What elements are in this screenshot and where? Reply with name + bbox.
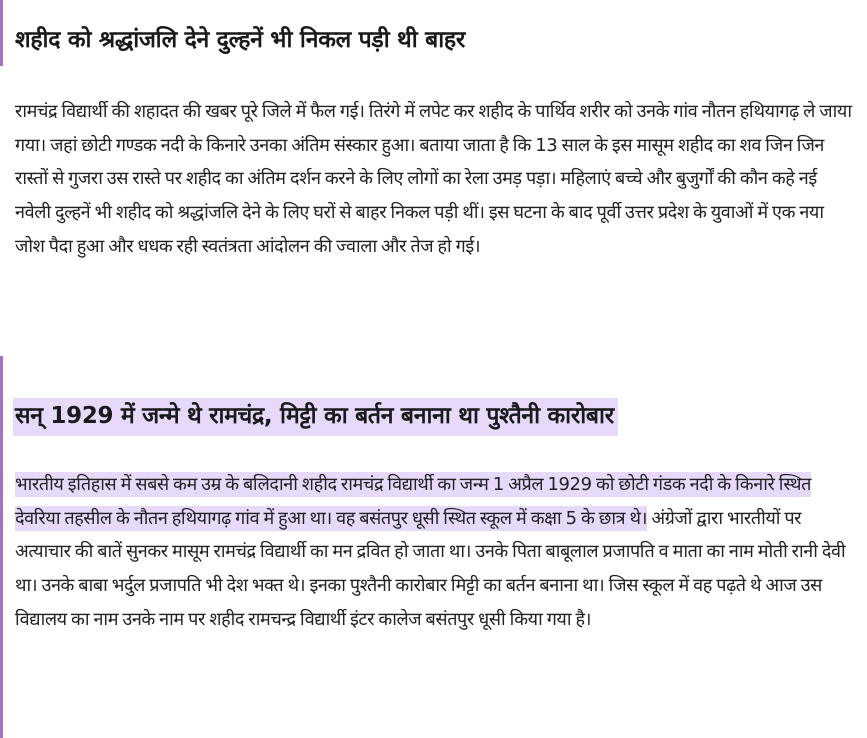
section-heading-tribute: शहीद को श्रद्धांजलि देने दुल्हनें भी निकल पड़ी थी बाहर — [15, 27, 465, 53]
left-accent-bar-top — [0, 0, 3, 66]
paragraph-biography — [15, 468, 855, 637]
section-heading-birth: सन् 1929 में जन्मे थे रामचंद्र, मिट्टी का बर्तन बनाना था पुश्तैनी कारोबार — [13, 398, 618, 436]
left-accent-bar-bottom — [0, 356, 3, 738]
paragraph-biography-text: अंग्रेजों द्वारा भारतीयों पर अत्याचार की बातें सुनकर मासूम रामचंद्र विद्यार्थी का मन द्रवित हो जाता था। उनके पिता बाबूलाल प्रजापति व माता का नाम मोती रानी देवी था। उनके बाबा भर्दुल प्रजापति भी देश भक्त थे। इनका पुश्तैनी कारोबार मिट्टी का बर्तन बनाना था। जिस स्कूल में वह पढ़ते थे आज उस विद्यालय का नाम उनके नाम पर शहीद रामचन्द्र विद्यार्थी इंटर कालेज बसंतपुर धूसी किया गया है। — [15, 507, 846, 630]
paragraph-martyrdom: रामचंद्र विद्यार्थी की शहादत की खबर पूरे जिले में फैल गई। तिरंगे में लपेट कर शहीद के पार्थिव शरीर को उनके गांव नौतन हथियागढ़ ले जाया गया। जहां छोटी गण्डक नदी के किनारे उनका अंतिम संस्कार हुआ। बताया जाता है कि 13 साल के इस मासूम शहीद का शव जिन जिन रास्तों से गुजरा उस रास्ते पर शहीद का अंतिम दर्शन करने के लिए लोगों का रेला उमड़ पड़ा। महिलाएं बच्चे और बुजुर्गों की कौन कहे नई नवेली दुल्हनें भी शहीद को श्रद्धांजलि देने के लिए घरों से बाहर निकल पड़ी थीं। इस घटना के बाद पूर्वी उत्तर प्रदेश के युवाओं में एक नया जोश पैदा हुआ और धधक रही स्वतंत्रता आंदोलन की ज्वाला और तेज हो गई। — [15, 101, 852, 257]
highlighted-text: भारतीय इतिहास में सबसे कम उम्र के बलिदानी शहीद रामचंद्र विद्यार्थी का जन्म 1 अप्रैल 1929 को छोटी गंडक नदी के किनारे स्थित देवरिया तहसील के नौतन हथियागढ़ गांव में हुआ था। वह बसंतपुर धूसी स्थित स्कूल में कक्षा 5 के छात्र थे। — [15, 474, 812, 529]
